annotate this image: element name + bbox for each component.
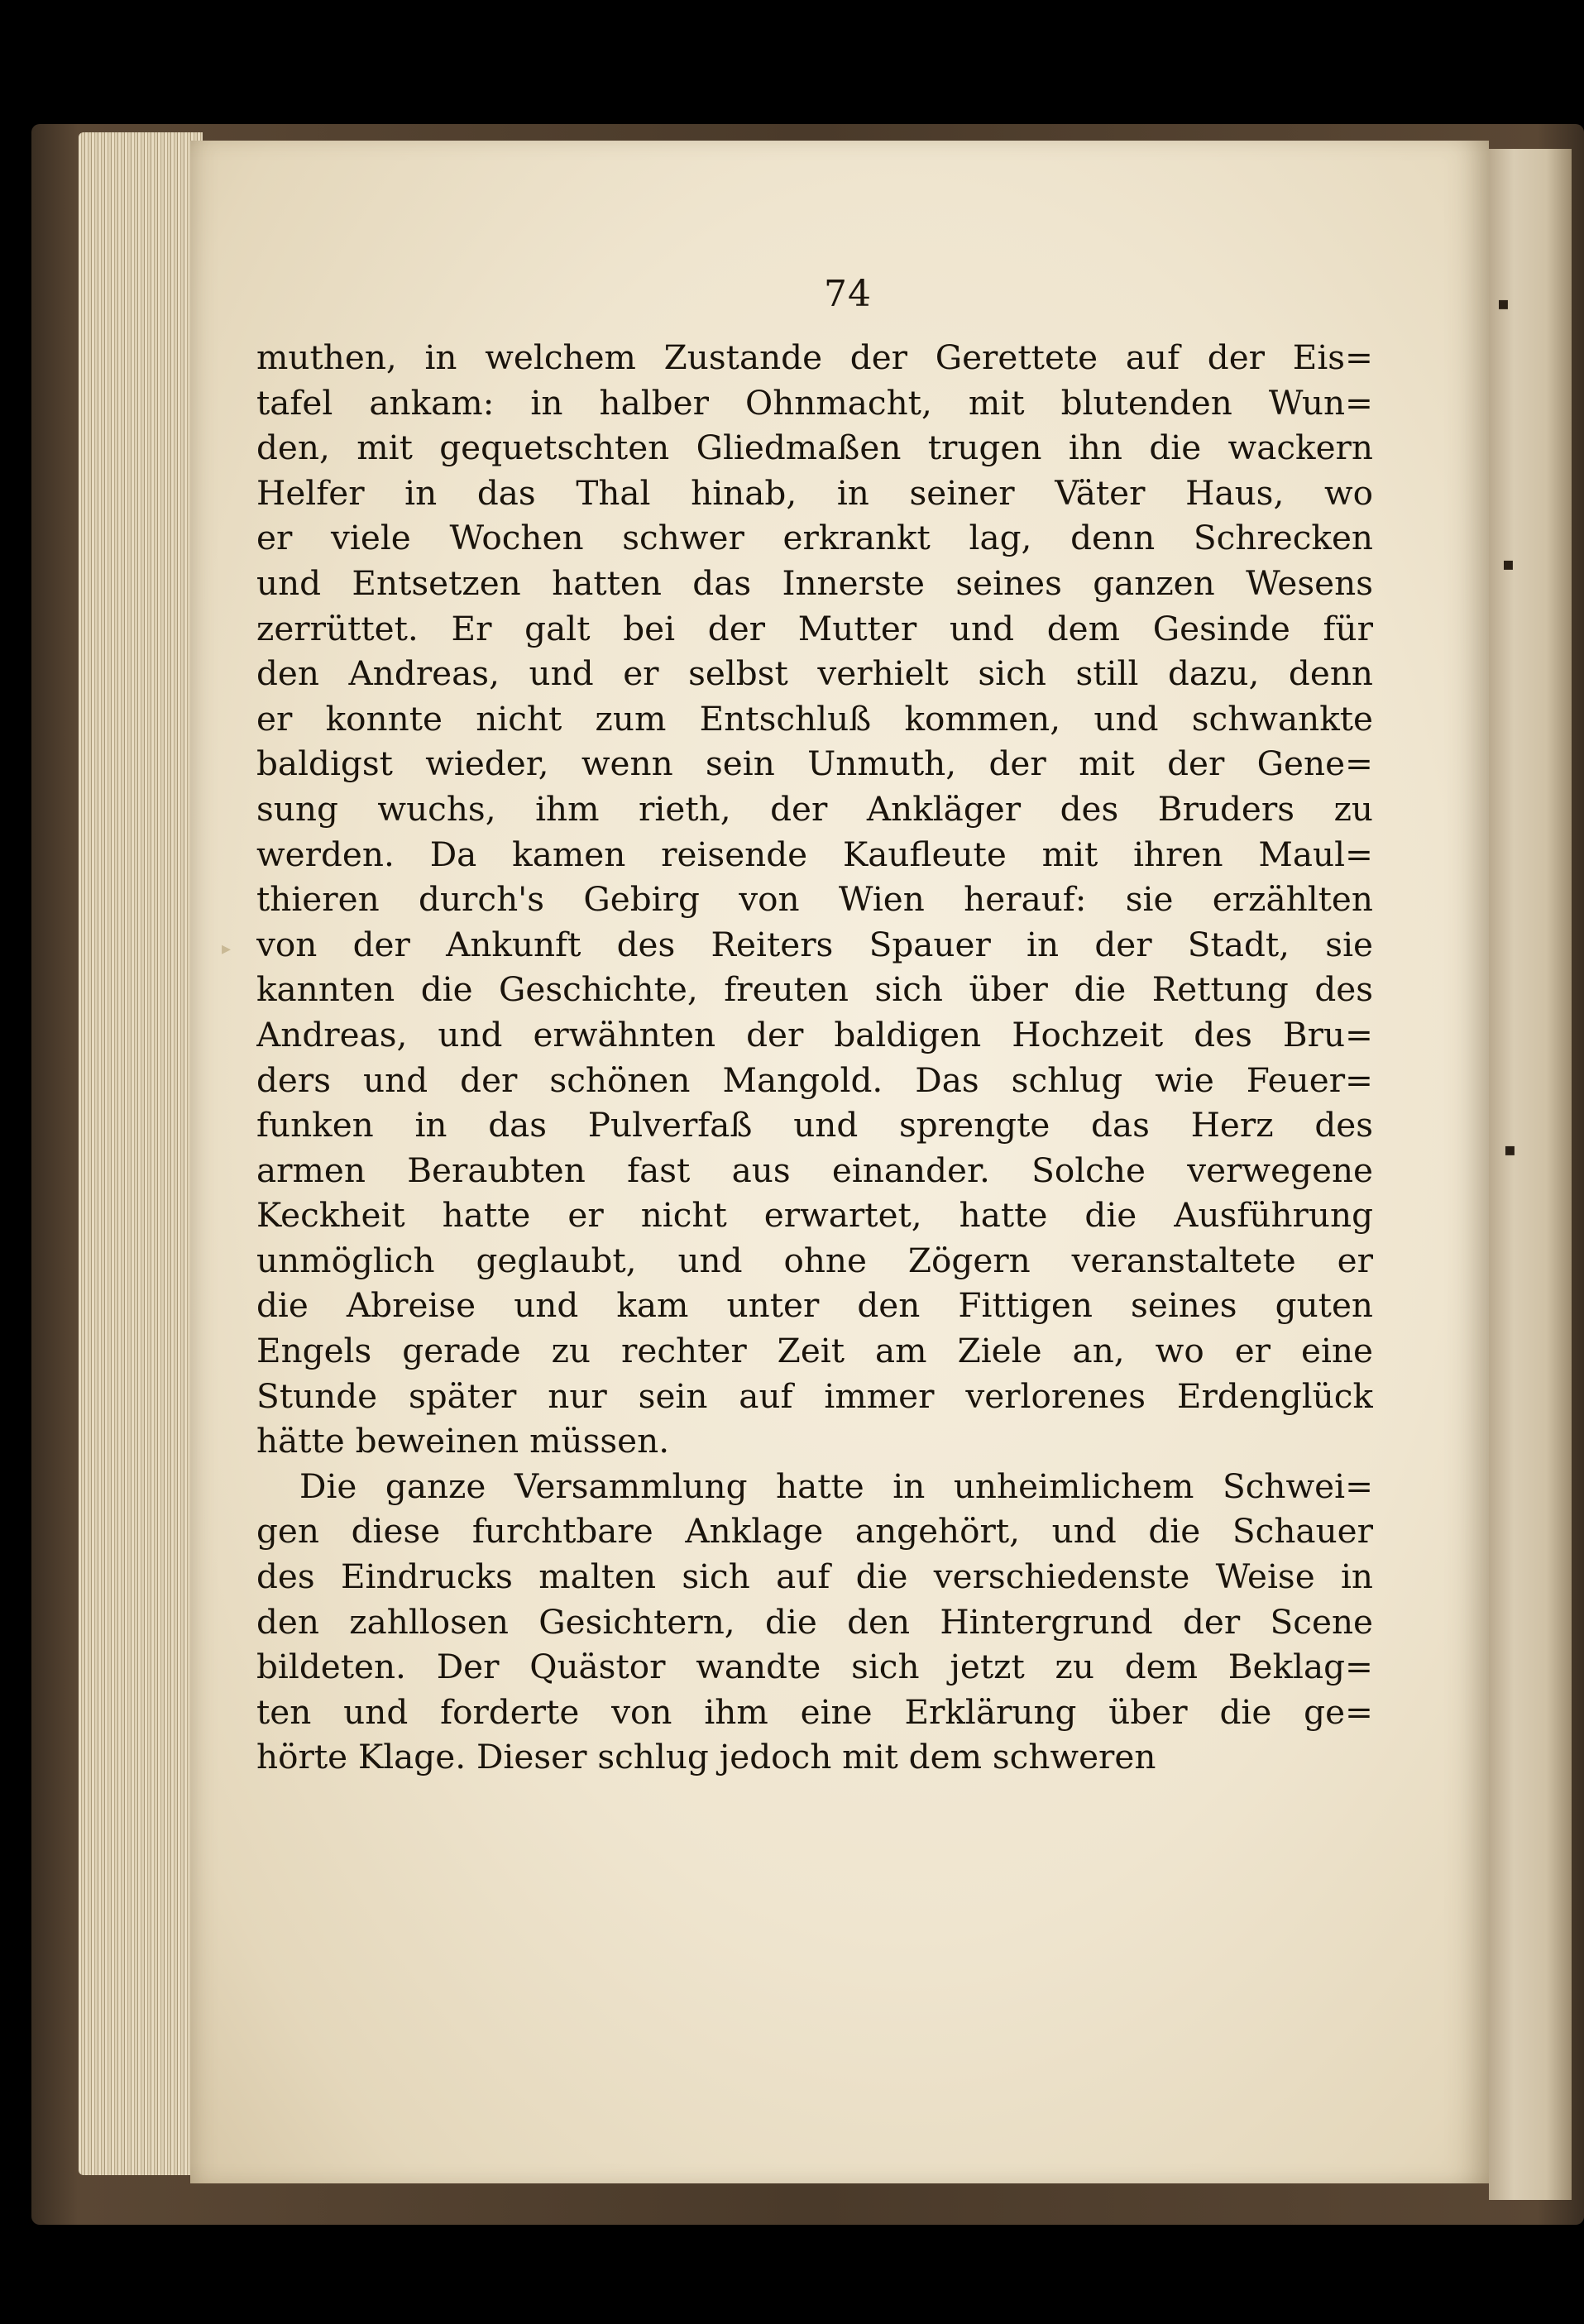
page-edges	[79, 132, 203, 2175]
text-line: baldigst wieder, wenn sein Unmuth, der mit der Gene=	[256, 744, 1373, 784]
text-line: gen diese furchtbare Anklage angehört, und die Schauer	[256, 1511, 1373, 1552]
text-line: Engels gerade zu rechter Zeit am Ziele an, wo er eine	[256, 1331, 1373, 1371]
text-line: den, mit gequetschten Gliedmaßen trugen ihn die wackern	[256, 428, 1373, 468]
margin-mark: ▸	[222, 939, 232, 959]
margin-mark: ▪	[1497, 294, 1510, 314]
text-line: tafel ankam: in halber Ohnmacht, mit blutenden Wun=	[256, 382, 1373, 423]
text-line: zerrüttet. Er galt bei der Mutter und dem Gesinde für	[256, 608, 1373, 648]
text-line: Stunde später nur sein auf immer verlorenes Erdenglück	[256, 1375, 1373, 1416]
text-line: armen Beraubten fast aus einander. Solche verwegene	[256, 1150, 1373, 1190]
text-line: Keckheit hatte er nicht erwartet, hatte die Ausführung	[256, 1195, 1373, 1236]
text-line: er viele Wochen schwer erkrankt lag, denn Schrecken	[256, 518, 1373, 558]
text-line: hätte beweinen müssen.	[256, 1421, 670, 1461]
text-line: funken in das Pulverfaß und sprengte das Herz des	[256, 1105, 1373, 1145]
text-line: unmöglich geglaubt, und ohne Zögern veranstaltete er	[256, 1240, 1373, 1280]
text-line: ders und der schönen Mangold. Das schlug wie Feuer=	[256, 1059, 1373, 1100]
text-line: sung wuchs, ihm rieth, der Ankläger des Bruders zu	[256, 788, 1373, 829]
text-line: Andreas, und erwähnten der baldigen Hochzeit des Bru=	[256, 1014, 1373, 1054]
text-line: des Eindrucks malten sich auf die verschiedenste Weise in	[256, 1557, 1373, 1597]
text-line: die Abreise und kam unter den Fittigen seines guten	[256, 1285, 1373, 1326]
text-line: Helfer in das Thal hinab, in seiner Väter Haus, wo	[256, 472, 1373, 513]
text-line: thieren durch's Gebirg von Wien herauf: sie erzählten	[256, 879, 1373, 920]
page-number: 74	[824, 273, 872, 315]
text-line: von der Ankunft des Reiters Spauer in der Stadt, sie	[256, 924, 1373, 964]
text-line: den Andreas, und er selbst verhielt sich still dazu, denn	[256, 653, 1373, 694]
text-line: bildeten. Der Quästor wandte sich jetzt zu dem Beklag=	[256, 1647, 1373, 1687]
page-text	[256, 335, 1373, 1780]
text-line: Die ganze Versammlung hatte in unheimlichem Schwei=	[299, 1466, 1373, 1506]
text-line: und Entsetzen hatten das Innerste seines ganzen Wesens	[256, 562, 1373, 603]
margin-mark: ▪	[1504, 1140, 1516, 1160]
text-line: muthen, in welchem Zustande der Gerettete auf der Eis=	[256, 337, 1373, 377]
text-line: ten und forderte von ihm eine Erklärung über die ge=	[256, 1691, 1373, 1732]
text-line: werden. Da kamen reisende Kaufleute mit ihren Maul=	[256, 834, 1373, 874]
text-line: er konnte nicht zum Entschluß kommen, und schwankte	[256, 698, 1373, 739]
margin-mark: ▪	[1502, 554, 1515, 575]
text-line: den zahllosen Gesichtern, die den Hintergrund der Scene	[256, 1601, 1373, 1642]
text-line: hörte Klage. Dieser schlug jedoch mit dem schweren	[256, 1737, 1156, 1777]
facing-page-edge	[1489, 149, 1572, 2200]
text-line: kannten die Geschichte, freuten sich über die Rettung des	[256, 969, 1373, 1010]
